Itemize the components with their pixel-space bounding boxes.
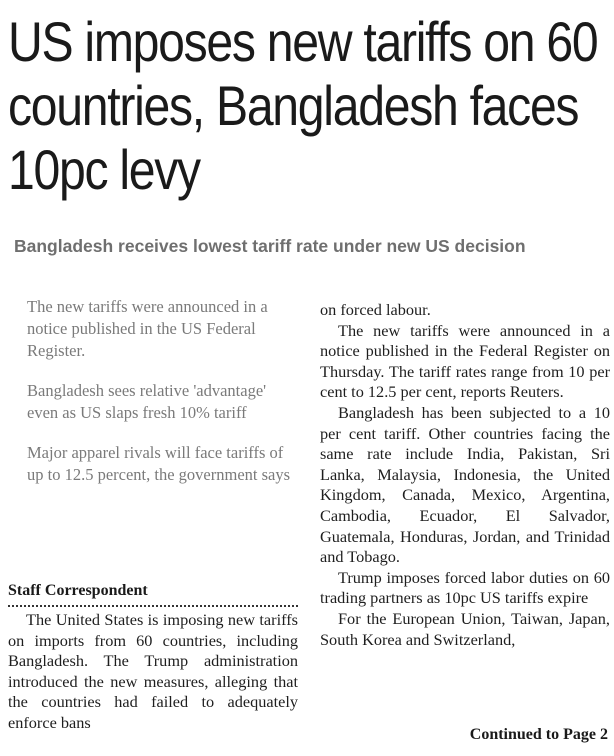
body-column-left (8, 610, 298, 734)
body-paragraph: The United States is imposing new tariffs on imports from 60 countries, including Bangladesh. The Trump administration introduced the new measures, alleging that the countries had failed to adequately enforce bans (8, 610, 298, 732)
highlights-list (8, 296, 298, 486)
body-paragraph: Bangladesh has been subjected to a 10 per cent tariff. Other countries facing the same rate include India, Pakistan, Sri Lanka, Malaysia, Indonesia, the United Kingdom, Canada, Mexico, Argentina, Cambodia, Ecuador, El Salvador, Guatemala, Honduras, Jordan, and Trinidad and Tobago. (320, 402, 610, 567)
continued-link[interactable]: Continued to Page 2 (469, 726, 608, 743)
byline: Staff Correspondent (8, 580, 298, 607)
body-paragraph: Trump imposes forced labor duties on 60 trading partners as 10pc US tariffs expire (320, 567, 610, 608)
highlight-item: Bangladesh sees relative 'advantage' even as US slaps fresh 10% tariff (27, 381, 267, 422)
headline: US imposes new tariffs on 60 countries, Bangladesh faces 10pc levy (8, 10, 598, 201)
body-paragraph: on forced labour. (320, 300, 431, 319)
highlights-column (8, 296, 298, 504)
body-column-right (320, 300, 610, 650)
body-paragraph: For the European Union, Taiwan, Japan, South Korea and Switzerland, (320, 608, 610, 649)
highlight-item: Major apparel rivals will face tariffs of up to 12.5 percent, the government says (27, 443, 291, 484)
body-paragraph: The new tariffs were announced in a notice published in the Federal Register on Thursday. The tariff rates range from 10 per cent to 12.5 per cent, reports Reuters. (320, 320, 610, 402)
subheadline: Bangladesh receives lowest tariff rate under new US decision (14, 236, 526, 256)
highlight-item: The new tariffs were announced in a notice published in the US Federal Register. (27, 297, 268, 360)
